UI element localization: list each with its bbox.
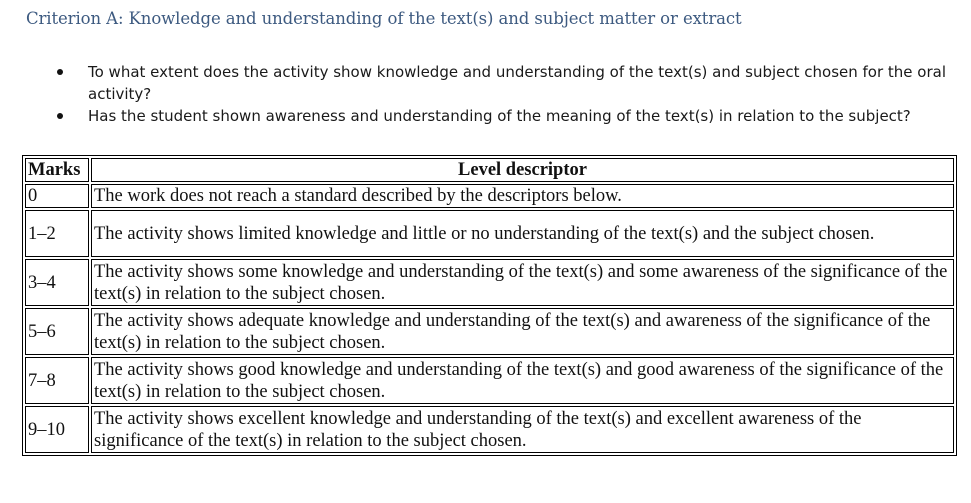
descriptor-header: Level descriptor	[91, 158, 954, 182]
marks-cell: 0	[25, 184, 89, 208]
table-row	[25, 259, 954, 306]
descriptor-cell: The work does not reach a standard described by the descriptors below.	[91, 184, 954, 208]
question-item	[0, 105, 948, 127]
criterion-heading: Criterion A: Knowledge and understanding of the text(s) and subject matter or extract	[26, 9, 742, 28]
marks-cell: 5–6	[25, 308, 89, 355]
bullet-icon	[57, 69, 63, 75]
marks-cell: 9–10	[25, 406, 89, 453]
question-text: To what extent does the activity show knowledge and understanding of the text(s) and subject chosen for the oral activity?	[88, 63, 947, 103]
marks-cell: 3–4	[25, 259, 89, 306]
table-row	[25, 406, 954, 453]
descriptor-cell: The activity shows good knowledge and understanding of the text(s) and good awareness of the significance of the text(s) in relation to the subject chosen.	[91, 357, 954, 404]
question-list	[0, 61, 971, 127]
question-text: Has the student shown awareness and understanding of the meaning of the text(s) in relation to the subject?	[88, 107, 911, 125]
marks-cell: 7–8	[25, 357, 89, 404]
table-row	[25, 308, 954, 355]
marks-header: Marks	[25, 158, 89, 182]
descriptor-cell: The activity shows adequate knowledge and understanding of the text(s) and awareness of the significance of the text(s) in relation to the subject chosen.	[91, 308, 954, 355]
descriptor-cell: The activity shows some knowledge and understanding of the text(s) and some awareness of the significance of the text(s) in relation to the subject chosen.	[91, 259, 954, 306]
marking-table	[22, 155, 957, 456]
descriptor-cell: The activity shows limited knowledge and little or no understanding of the text(s) and the subject chosen.	[91, 210, 954, 257]
marks-cell: 1–2	[25, 210, 89, 257]
descriptor-cell: The activity shows excellent knowledge and understanding of the text(s) and excellent awareness of the significance of the text(s) in relation to the subject chosen.	[91, 406, 954, 453]
table-row	[25, 184, 954, 208]
question-item	[0, 61, 948, 105]
table-header-row	[25, 158, 954, 182]
table-row	[25, 357, 954, 404]
bullet-icon	[57, 113, 63, 119]
table-row	[25, 210, 954, 257]
